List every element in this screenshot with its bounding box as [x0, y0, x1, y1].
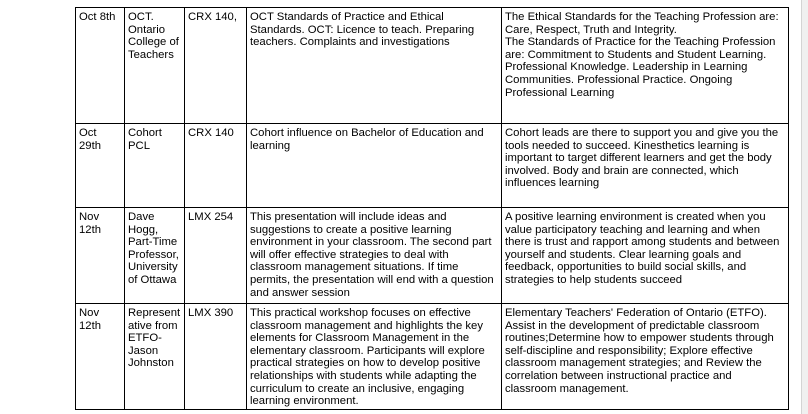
room-cell: LMX 254: [185, 208, 247, 304]
table-row: [76, 8, 789, 124]
table-row: [76, 304, 789, 410]
page-edge: [801, 0, 808, 414]
room-cell: CRX 140: [185, 124, 247, 208]
description-cell: OCT Standards of Practice and Ethical Standards. OCT: Licence to teach. Preparing teachers. Complaints and investigations: [247, 8, 502, 124]
notes-paragraph: The Ethical Standards for the Teaching Profession are: Care, Respect, Truth and Integrity.: [505, 11, 779, 36]
notes-cell: [502, 124, 789, 208]
date-cell: Oct 8th: [76, 8, 125, 124]
description-cell: This presentation will include ideas and suggestions to create a positive learning environment in your classroom. The second part will offer effective strategies to deal with classroom management situations. If time permits, the presentation will end with a question and answer session: [247, 208, 502, 304]
table-row: [76, 124, 789, 208]
presenter-cell: Cohort PCL: [125, 124, 185, 208]
table-row: [76, 208, 789, 304]
notes-paragraph: The Standards of Practice for the Teaching Profession are: Commitment to Students and Student Learning. Professional Knowledge. Leadership in Learning Communities. Professional Practice. Ongoing Professional Learning: [505, 36, 776, 99]
notes-cell: [502, 208, 789, 304]
presenter-cell: OCT. Ontario College of Teachers: [125, 8, 185, 124]
presenter-cell: Represent ative from ETFO- Jason Johnston: [125, 304, 185, 410]
room-cell: CRX 140,: [185, 8, 247, 124]
presenter-cell: Dave Hogg, Part-Time Professor, University of Ottawa: [125, 208, 185, 304]
room-cell: LMX 390: [185, 304, 247, 410]
notes-paragraph: Elementary Teachers' Federation of Ontario (ETFO). Assist in the development of predictable classroom routines;Determine how to empower students through self-discipline and responsibility; Explore effective classroom management strategies; and Review the correlation between instructional practice and classroom management.: [505, 307, 774, 395]
notes-paragraph: Cohort leads are there to support you and give you the tools needed to succeed. Kinesthetics learning is important to target different learners and get the body involved. Body and brain are connected, which influences learning: [505, 127, 779, 190]
notes-cell: [502, 8, 789, 124]
schedule-table: [75, 7, 789, 410]
date-cell: Oct 29th: [76, 124, 125, 208]
description-cell: Cohort influence on Bachelor of Education and learning: [247, 124, 502, 208]
notes-paragraph: A positive learning environment is created when you value participatory teaching and learning and when there is trust and rapport among students and between yourself and students. Clear learning goals and feedback, opportunities to build social skills, and strategies to help students succeed: [505, 211, 780, 286]
description-cell: This practical workshop focuses on effective classroom management and highlights the key elements for Classroom Management in the elementary classroom. Participants will explore practical strategies on how to develop positive relationships with students while adapting the curriculum to create an inclusive, engaging learning environment.: [247, 304, 502, 410]
date-cell: Nov 12th: [76, 208, 125, 304]
notes-cell: [502, 304, 789, 410]
date-cell: Nov 12th: [76, 304, 125, 410]
